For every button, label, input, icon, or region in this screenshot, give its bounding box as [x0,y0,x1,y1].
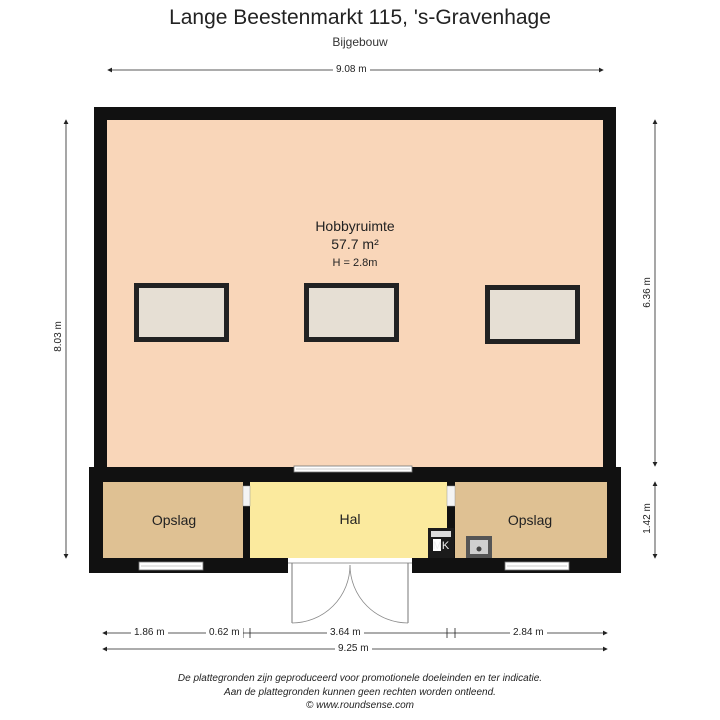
door-storage-left [243,486,250,506]
hobby-room-area: 57.7 m² [331,236,379,252]
hobby-room-height: H = 2.8m [332,257,378,269]
dim-top-width: 9.08 m [333,64,370,75]
hobby-room-name: Hobbyruimte [315,218,395,234]
storage-right-name: Opslag [507,512,553,528]
footer-copyright: © www.roundsense.com [306,700,414,711]
meter-cupboard-label: MK [432,540,450,552]
skylight-left [134,283,229,342]
plan-title: Lange Beestenmarkt 115, 's-Gravenhage [169,6,551,29]
dim-bottom-seg1: 1.86 m [131,627,168,638]
dim-bottom-seg2: 0.62 m [206,627,243,638]
dim-right-lower: 1.42 m [642,500,653,537]
plan-subtitle: Bijgebouw [332,35,388,49]
skylight-right [485,285,580,344]
footer-disclaimer-2: Aan de plattegronden kunnen geen rechten worden ontleend. [224,687,496,698]
dim-bottom-seg4: 2.84 m [510,627,547,638]
dim-bottom-total: 9.25 m [335,643,372,654]
skylight-middle [304,283,399,342]
dim-left-height: 8.03 m [53,318,64,355]
hall-name: Hal [339,511,361,527]
footer-disclaimer-1: De plattegronden zijn geproduceerd voor promotionele doeleinden en ter indicatie. [177,673,543,684]
dim-bottom-seg3: 3.64 m [327,627,364,638]
door-storage-right [447,486,455,506]
storage-left-name: Opslag [151,512,197,528]
dim-right-upper: 6.36 m [642,274,653,311]
